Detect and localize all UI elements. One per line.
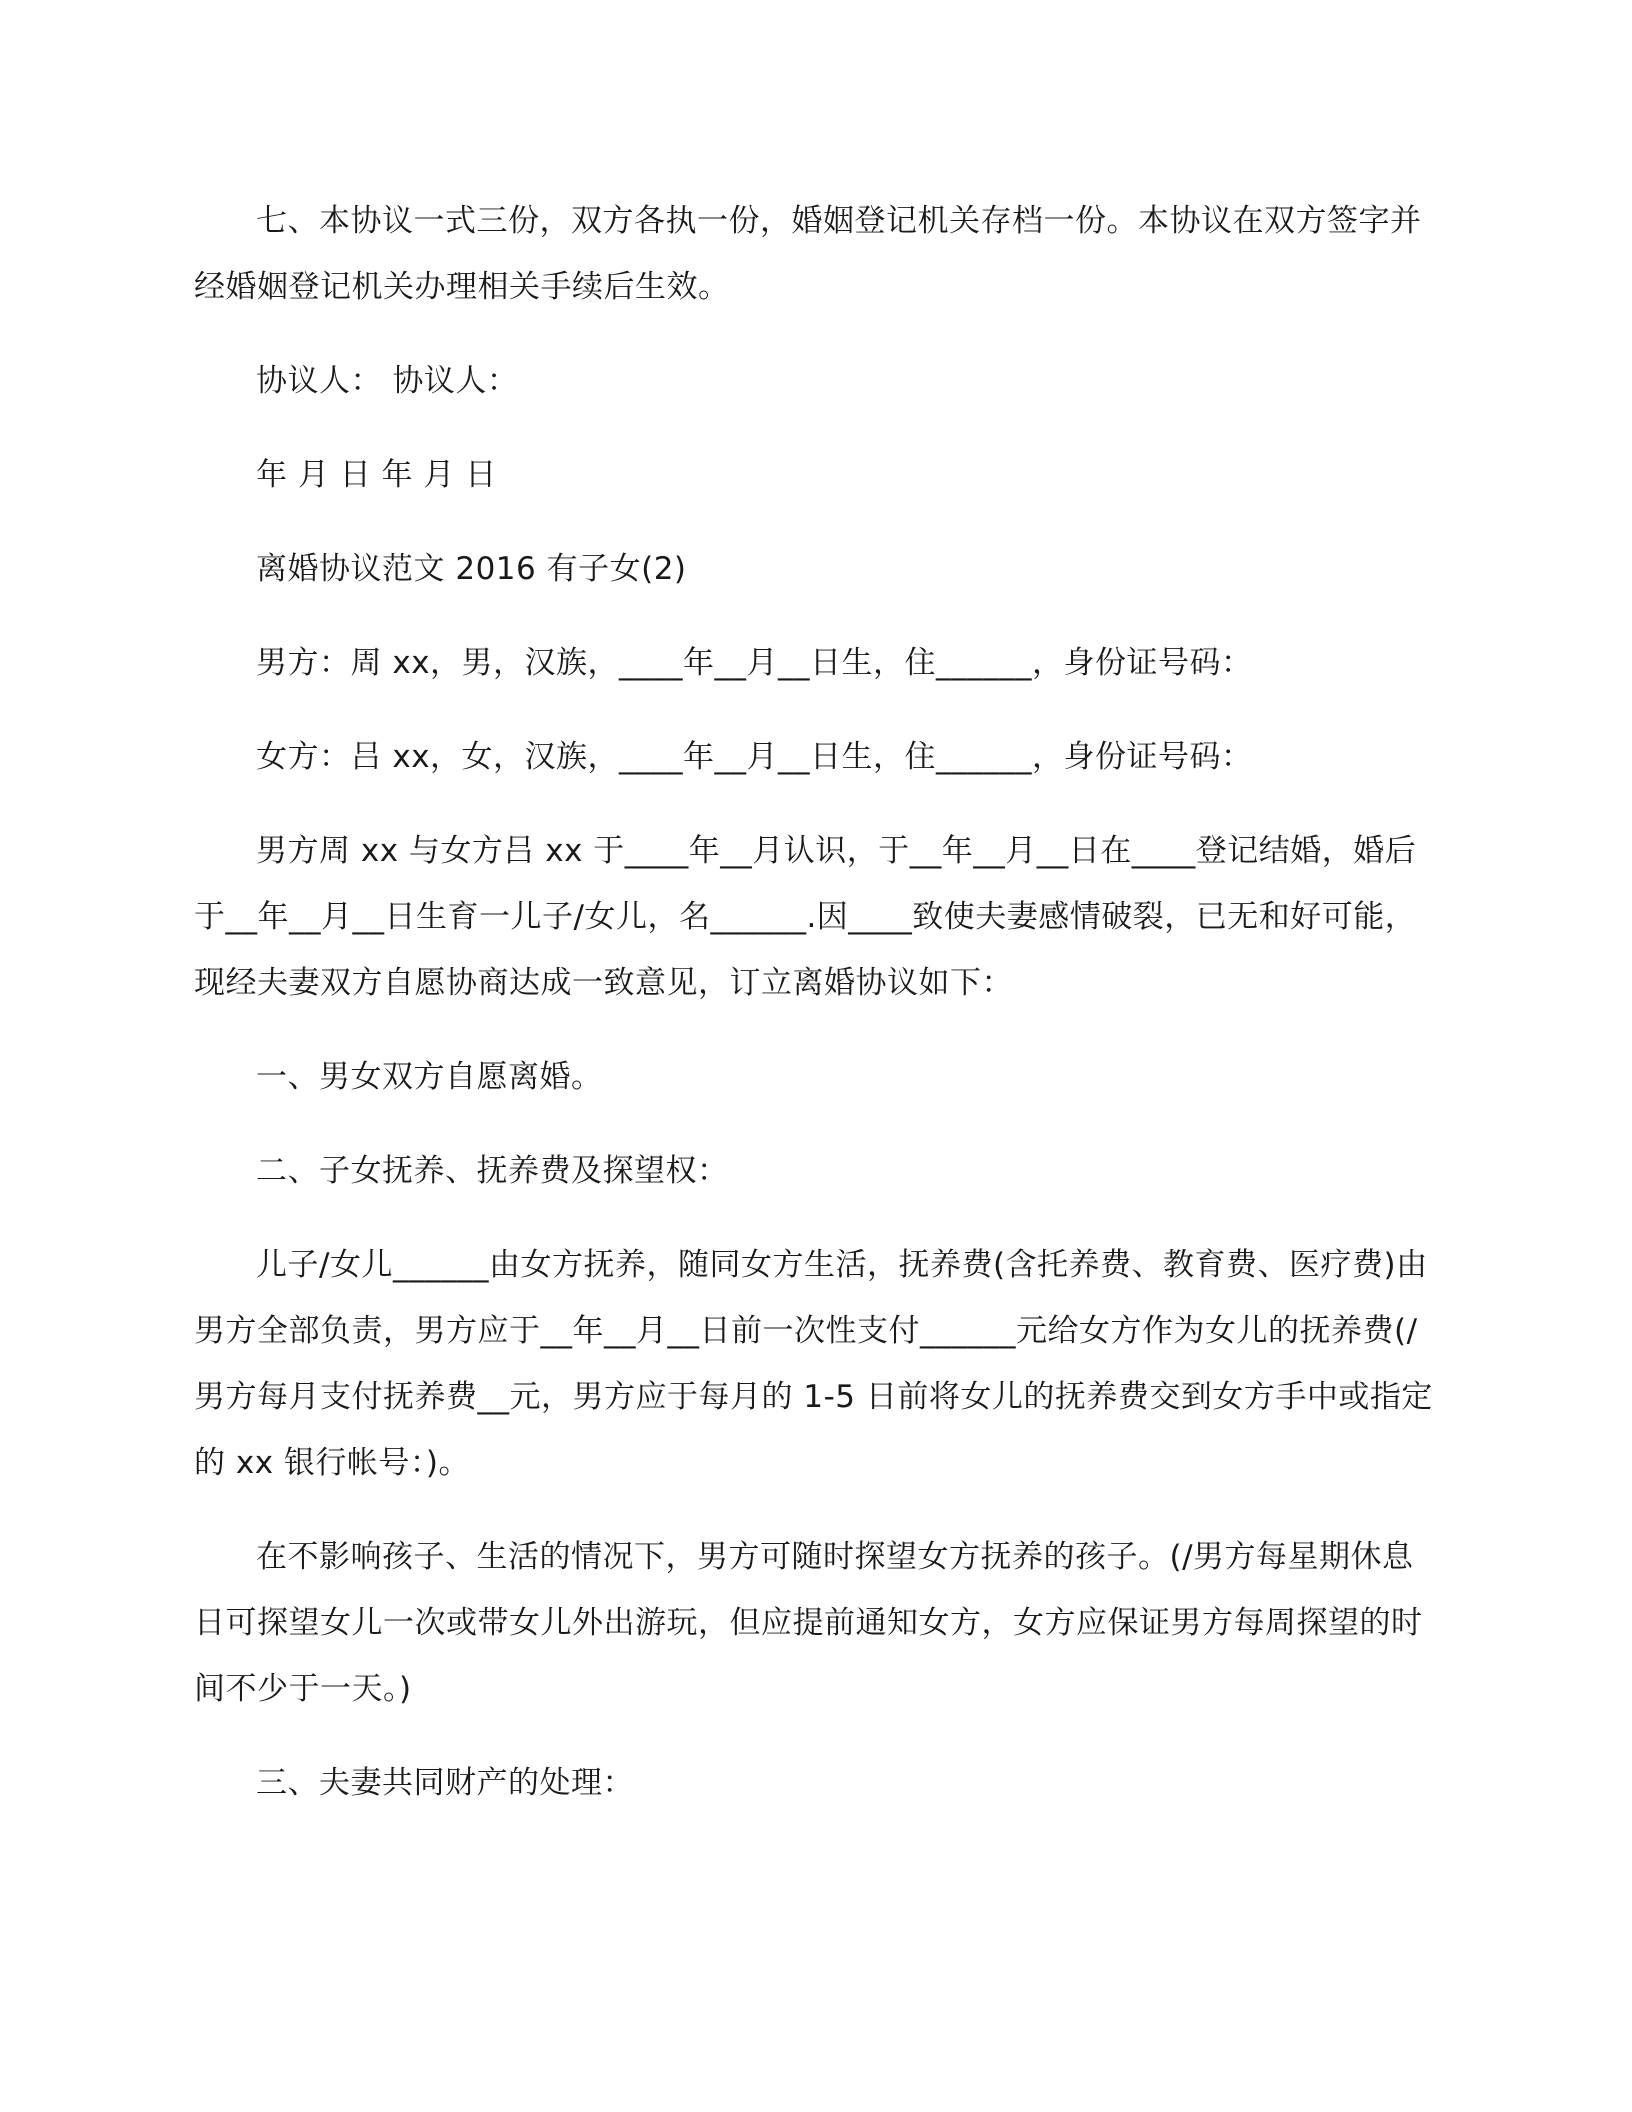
document-body [194, 188, 1438, 1844]
clause-seven-paragraph: 七、本协议一式三份，双方各执一份，婚姻登记机关存档一份。本协议在双方签字并经婚姻登记机关办理相关手续后生效。 [194, 203, 1422, 305]
signatories-line: 协议人： 协议人： [256, 363, 519, 399]
date-line: 年 月 日 年 月 日 [256, 457, 497, 493]
child-support-paragraph: 儿子/女儿______由女方抚养，随同女方生活，抚养费(含托养费、教育费、医疗费)由男方全部负责，男方应于__年__月__日前一次性支付______元给女方作为女儿的抚养费(/男方每月支付抚养费__元，男方应于每月的 1-5 日前将女儿的抚养费交到女方手中或指定的 xx 银行帐号：)。 [194, 1247, 1433, 1481]
clause-three-heading: 三、夫妻共同财产的处理： [256, 1765, 634, 1801]
visitation-paragraph: 在不影响孩子、生活的情况下，男方可随时探望女方抚养的孩子。(/男方每星期休息日可探望女儿一次或带女儿外出游玩，但应提前通知女方，女方应保证男方每周探望的时间不少于一天。) [194, 1539, 1423, 1707]
clause-one-heading: 一、男女双方自愿离婚。 [256, 1059, 603, 1095]
document-subtitle: 离婚协议范文 2016 有子女(2) [256, 551, 687, 587]
husband-info-line: 男方：周 xx，男，汉族，____年__月__日生，住______，身份证号码： [256, 645, 1253, 681]
preamble-paragraph: 男方周 xx 与女方吕 xx 于____年__月认识，于__年__月__日在____登记结婚，婚后于__年__月__日生育一儿子/女儿，名______.因____致使夫妻感情破裂，已无和好可能，现经夫妻双方自愿协商达成一致意见，订立离婚协议如下： [194, 833, 1417, 1001]
clause-two-heading: 二、子女抚养、抚养费及探望权： [256, 1153, 729, 1189]
wife-info-line: 女方：吕 xx，女，汉族，____年__月__日生，住______，身份证号码： [256, 739, 1253, 775]
